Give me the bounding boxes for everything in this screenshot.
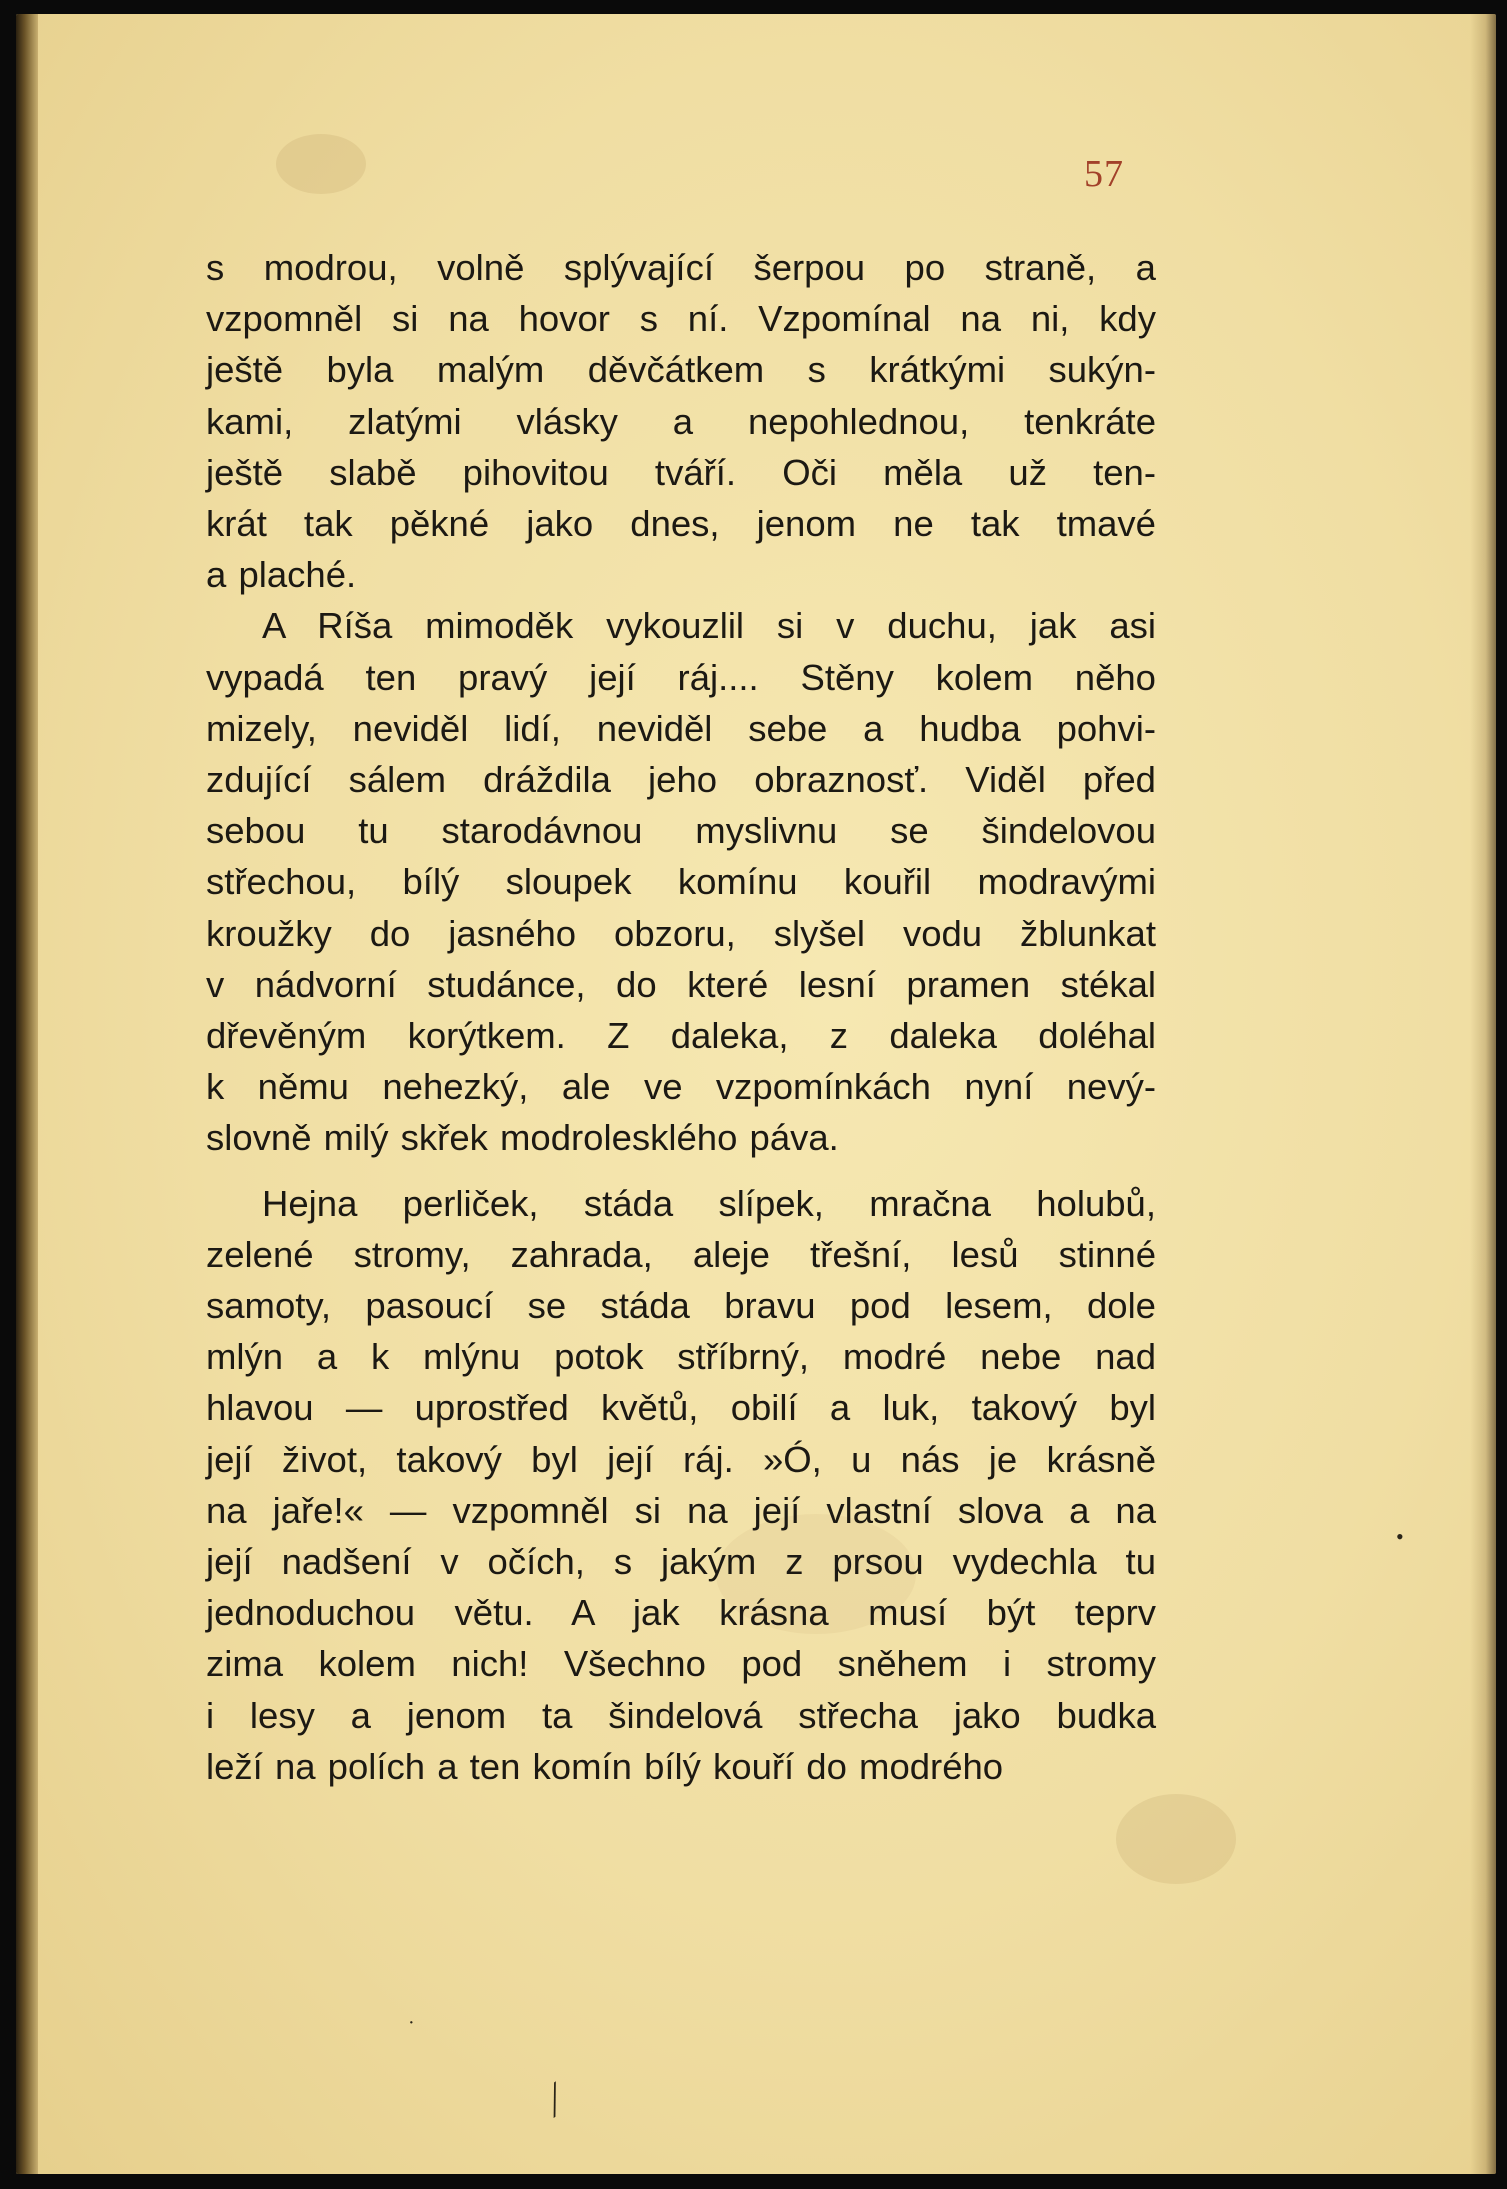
text-line: kroužky do jasného obzoru, slyšel vodu žblunkat — [206, 912, 1156, 954]
pen-mark: ⁄ — [537, 2077, 572, 2122]
paragraph — [206, 242, 1156, 600]
paragraph — [206, 1178, 1156, 1792]
text-line: k němu nehezký, ale ve vzpomínkách nyní nevý- — [206, 1066, 1156, 1108]
text-line: jednoduchou větu. A jak krásna musí být teprv — [206, 1592, 1156, 1634]
text-line: střechou, bílý sloupek komínu kouřil modravými — [206, 861, 1156, 903]
page-number: 57 — [1084, 153, 1124, 195]
text-line: v nádvorní studánce, do které lesní pramen stékal — [206, 963, 1156, 1005]
text-line: dřevěným korýtkem. Z daleka, z daleka doléhal — [206, 1015, 1156, 1057]
paragraph — [206, 600, 1156, 1163]
dust-speck: · — [408, 2012, 415, 2034]
text-line: a plaché. — [206, 554, 357, 596]
dust-speck: • — [1396, 1524, 1404, 1549]
paper-stain — [276, 134, 366, 194]
body-text — [206, 242, 1156, 1792]
text-line: slovně milý skřek modrolesklého páva. — [206, 1117, 839, 1159]
text-line: vzpomněl si na hovor s ní. Vzpomínal na ni, kdy — [206, 298, 1156, 340]
text-line: s modrou, volně splývající šerpou po straně, a — [206, 247, 1156, 288]
text-line: ještě byla malým děvčátkem s krátkými sukýn- — [206, 349, 1156, 391]
text-line: A Ríša mimoděk vykouzlil si v duchu, jak asi — [262, 605, 1156, 647]
text-line: zdující sálem dráždila jeho obraznosť. Viděl před — [206, 759, 1156, 801]
paragraph-gap — [206, 1164, 1156, 1178]
text-line: sebou tu starodávnou myslivnu se šindelovou — [206, 810, 1156, 852]
page-right-edge — [1470, 14, 1496, 2174]
text-line: samoty, pasoucí se stáda bravu pod lesem, dole — [206, 1285, 1156, 1327]
text-line: krát tak pěkné jako dnes, jenom ne tak tmavé — [206, 503, 1156, 545]
text-line: mizely, neviděl lidí, neviděl sebe a hudba pohvi- — [206, 707, 1156, 749]
text-line: její život, takový byl její ráj. »Ó, u nás je krásně — [206, 1438, 1156, 1480]
text-line: vypadá ten pravý její ráj.... Stěny kolem něho — [206, 656, 1156, 698]
text-line: Hejna perliček, stáda slípek, mračna holubů, — [262, 1182, 1156, 1224]
text-line: její nadšení v očích, s jakým z prsou vydechla tu — [206, 1541, 1156, 1583]
text-line: zelené stromy, zahrada, aleje třešní, lesů stinné — [206, 1233, 1156, 1275]
text-line: i lesy a jenom ta šindelová střecha jako budka — [206, 1694, 1156, 1736]
text-line: ještě slabě pihovitou tváří. Oči měla už ten- — [206, 451, 1156, 493]
book-binding-edge — [16, 14, 38, 2174]
text-line: na jaře!« — vzpomněl si na její vlastní slova a na — [206, 1489, 1156, 1531]
paper-sheet — [16, 14, 1496, 2174]
paper-stain — [1116, 1794, 1236, 1884]
text-line: hlavou — uprostřed květů, obilí a luk, takový byl — [206, 1387, 1156, 1429]
text-line: zima kolem nich! Všechno pod sněhem i stromy — [206, 1643, 1156, 1685]
text-line: leží na polích a ten komín bílý kouří do modrého — [206, 1745, 1004, 1787]
text-line: mlýn a k mlýnu potok stříbrný, modré nebe nad — [206, 1336, 1156, 1378]
text-line: kami, zlatými vlásky a nepohlednou, tenkráte — [206, 400, 1156, 442]
